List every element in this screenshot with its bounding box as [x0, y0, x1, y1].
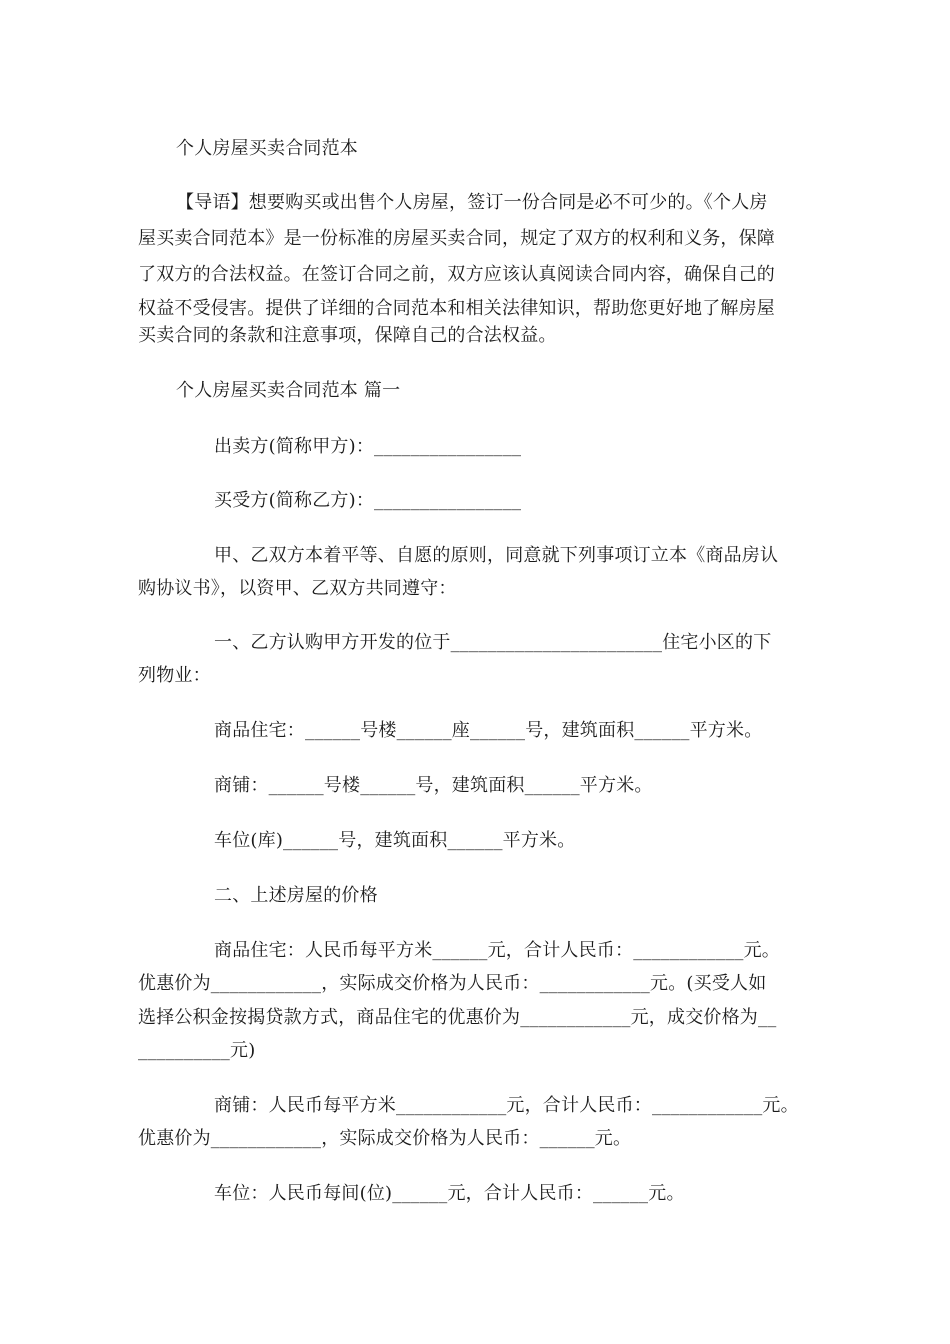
agreement-line-2: 购协议书》，以资甲、乙双方共同遵守：: [138, 578, 457, 599]
intro-line-5: 买卖合同的条款和注意事项，保障自己的合法权益。: [138, 325, 557, 346]
intro-line-4: 权益不受侵害。提供了详细的合同范本和相关法律知识，帮助您更好地了解房屋: [138, 298, 775, 319]
residence-price-line-4: __________元): [138, 1040, 256, 1061]
shop-price-line-2: 优惠价为____________，实际成交价格为人民币：______元。: [138, 1128, 632, 1149]
intro-line-2: 屋买卖合同范本》是一份标准的房屋买卖合同，规定了双方的权利和义务，保障: [138, 228, 775, 249]
buyer-line: 买受方(简称乙方)：________________: [214, 490, 522, 511]
residence-price-line-3: 选择公积金按揭贷款方式，商品住宅的优惠价为____________元，成交价格为__: [138, 1007, 777, 1028]
intro-line-1: 【导语】想要购买或出售个人房屋，签订一份合同是必不可少的。《个人房: [176, 192, 768, 213]
document-title: 个人房屋买卖合同范本: [176, 138, 358, 159]
shop-line: 商铺：______号楼______号，建筑面积______平方米。: [214, 775, 653, 796]
clause1-line-1: 一、乙方认购甲方开发的位于_______________________住宅小区的下: [214, 632, 772, 653]
intro-line-3: 了双方的合法权益。在签订合同之前，双方应该认真阅读合同内容，确保自己的: [138, 264, 775, 285]
shop-price-line-1: 商铺：人民币每平方米____________元，合计人民币：____________元。: [214, 1095, 799, 1116]
clause1-line-2: 列物业：: [138, 665, 211, 686]
parking-price-line: 车位：人民币每间(位)______元，合计人民币：______元。: [214, 1183, 685, 1204]
seller-line: 出卖方(简称甲方)：________________: [214, 436, 522, 457]
residence-line: 商品住宅：______号楼______座______号，建筑面积______平方米。: [214, 720, 763, 741]
section-heading: 个人房屋买卖合同范本 篇一: [176, 380, 401, 401]
parking-line: 车位(库)______号，建筑面积______平方米。: [214, 830, 576, 851]
clause2-heading: 二、上述房屋的价格: [214, 885, 378, 906]
residence-price-line-1: 商品住宅：人民币每平方米______元，合计人民币：____________元。: [214, 940, 780, 961]
agreement-line-1: 甲、乙双方本着平等、自愿的原则，同意就下列事项订立本《商品房认: [214, 545, 779, 566]
residence-price-line-2: 优惠价为____________，实际成交价格为人民币：____________元。(买受人如: [138, 973, 767, 994]
